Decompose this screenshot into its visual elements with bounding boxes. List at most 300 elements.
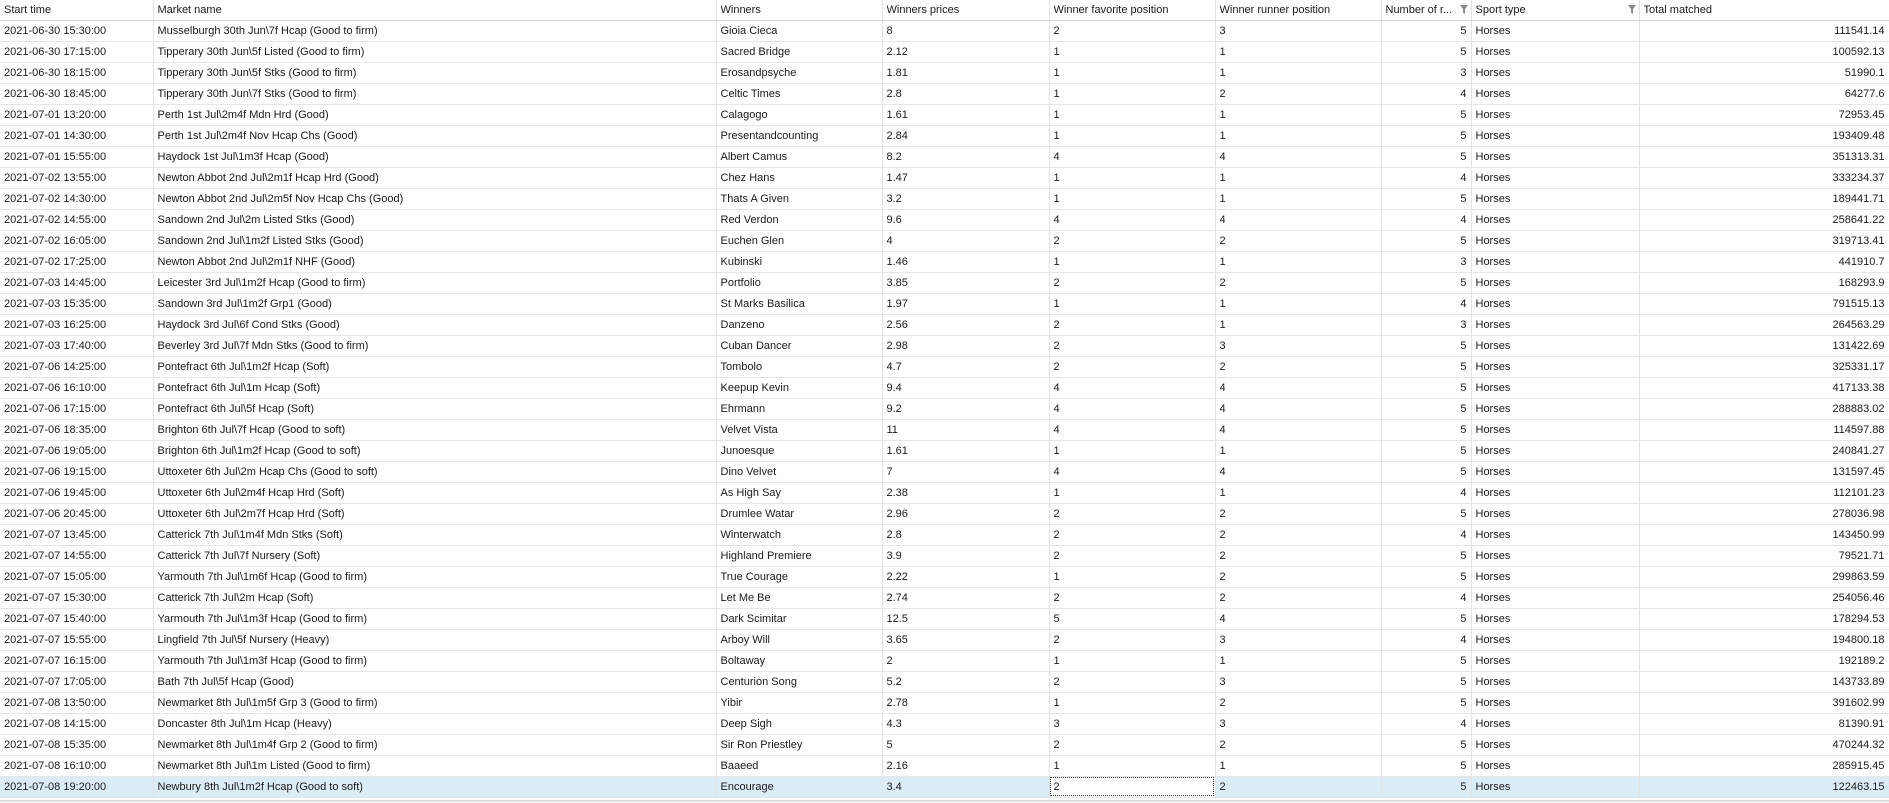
cell-number-of-runners[interactable]: 5: [1381, 188, 1471, 209]
column-header-winners-prices[interactable]: Winners prices: [882, 0, 1049, 20]
cell-sport-type[interactable]: Horses: [1471, 398, 1639, 419]
cell-winners[interactable]: Portfolio: [716, 272, 882, 293]
cell-winner-favorite-position[interactable]: 2: [1049, 734, 1215, 755]
cell-winner-favorite-position[interactable]: 4: [1049, 461, 1215, 482]
cell-winners-prices[interactable]: 3.65: [882, 629, 1049, 650]
table-row[interactable]: [0, 314, 1889, 335]
cell-winners-prices[interactable]: 4: [882, 230, 1049, 251]
cell-winner-favorite-position[interactable]: 2: [1049, 503, 1215, 524]
cell-winner-favorite-position[interactable]: 1: [1049, 482, 1215, 503]
cell-start-time[interactable]: 2021-07-01 14:30:00: [0, 125, 153, 146]
cell-market-name[interactable]: Tipperary 30th Jun\5f Stks (Good to firm): [153, 62, 716, 83]
cell-winners[interactable]: Centurion Song: [716, 671, 882, 692]
table-row[interactable]: [0, 650, 1889, 671]
cell-winners-prices[interactable]: 3.85: [882, 272, 1049, 293]
cell-market-name[interactable]: Pontefract 6th Jul\5f Hcap (Soft): [153, 398, 716, 419]
cell-winners[interactable]: Encourage: [716, 776, 882, 797]
cell-total-matched[interactable]: 285915.45: [1639, 755, 1889, 776]
cell-start-time[interactable]: 2021-07-03 14:45:00: [0, 272, 153, 293]
cell-winners-prices[interactable]: 1.61: [882, 104, 1049, 125]
cell-winner-runner-position[interactable]: 3: [1215, 671, 1381, 692]
cell-winner-runner-position[interactable]: 2: [1215, 734, 1381, 755]
cell-number-of-runners[interactable]: 4: [1381, 83, 1471, 104]
cell-winners[interactable]: Erosandpsyche: [716, 62, 882, 83]
cell-sport-type[interactable]: Horses: [1471, 41, 1639, 62]
cell-winner-runner-position[interactable]: 4: [1215, 419, 1381, 440]
cell-start-time[interactable]: 2021-07-07 15:05:00: [0, 566, 153, 587]
table-row[interactable]: [0, 230, 1889, 251]
cell-market-name[interactable]: Catterick 7th Jul\1m4f Mdn Stks (Soft): [153, 524, 716, 545]
cell-winner-runner-position[interactable]: 3: [1215, 20, 1381, 41]
cell-winners[interactable]: Chez Hans: [716, 167, 882, 188]
cell-sport-type[interactable]: Horses: [1471, 188, 1639, 209]
cell-sport-type[interactable]: Horses: [1471, 755, 1639, 776]
cell-winners[interactable]: Thats A Given: [716, 188, 882, 209]
cell-total-matched[interactable]: 417133.38: [1639, 377, 1889, 398]
cell-total-matched[interactable]: 299863.59: [1639, 566, 1889, 587]
cell-winners[interactable]: Red Verdon: [716, 209, 882, 230]
table-row[interactable]: [0, 461, 1889, 482]
cell-number-of-runners[interactable]: 3: [1381, 314, 1471, 335]
cell-winners-prices[interactable]: 9.4: [882, 377, 1049, 398]
cell-winner-favorite-position[interactable]: 1: [1049, 188, 1215, 209]
cell-winner-runner-position[interactable]: 1: [1215, 482, 1381, 503]
cell-winners-prices[interactable]: 2.98: [882, 335, 1049, 356]
cell-winner-favorite-position[interactable]: 4: [1049, 146, 1215, 167]
table-row[interactable]: [0, 41, 1889, 62]
cell-winner-favorite-position[interactable]: 2: [1049, 776, 1215, 797]
cell-winners[interactable]: Gioia Cieca: [716, 20, 882, 41]
table-row[interactable]: [0, 671, 1889, 692]
cell-sport-type[interactable]: Horses: [1471, 503, 1639, 524]
cell-start-time[interactable]: 2021-07-02 13:55:00: [0, 167, 153, 188]
cell-winners[interactable]: Highland Premiere: [716, 545, 882, 566]
cell-market-name[interactable]: Catterick 7th Jul\7f Nursery (Soft): [153, 545, 716, 566]
cell-sport-type[interactable]: Horses: [1471, 209, 1639, 230]
cell-sport-type[interactable]: Horses: [1471, 62, 1639, 83]
cell-number-of-runners[interactable]: 5: [1381, 377, 1471, 398]
cell-winner-runner-position[interactable]: 2: [1215, 524, 1381, 545]
cell-winner-favorite-position[interactable]: 2: [1049, 314, 1215, 335]
table-row[interactable]: [0, 335, 1889, 356]
cell-total-matched[interactable]: 111541.14: [1639, 20, 1889, 41]
table-row[interactable]: [0, 734, 1889, 755]
cell-sport-type[interactable]: Horses: [1471, 566, 1639, 587]
cell-winners-prices[interactable]: 2.38: [882, 482, 1049, 503]
column-header-winner-runner-position[interactable]: Winner runner position: [1215, 0, 1381, 20]
cell-total-matched[interactable]: 100592.13: [1639, 41, 1889, 62]
cell-number-of-runners[interactable]: 5: [1381, 125, 1471, 146]
cell-total-matched[interactable]: 178294.53: [1639, 608, 1889, 629]
cell-winners-prices[interactable]: 2.96: [882, 503, 1049, 524]
cell-number-of-runners[interactable]: 5: [1381, 41, 1471, 62]
cell-winners[interactable]: Dino Velvet: [716, 461, 882, 482]
cell-sport-type[interactable]: Horses: [1471, 251, 1639, 272]
cell-winner-favorite-position[interactable]: 1: [1049, 650, 1215, 671]
table-row[interactable]: [0, 62, 1889, 83]
cell-number-of-runners[interactable]: 5: [1381, 776, 1471, 797]
table-row[interactable]: [0, 188, 1889, 209]
cell-start-time[interactable]: 2021-07-03 16:25:00: [0, 314, 153, 335]
cell-winner-favorite-position[interactable]: 1: [1049, 125, 1215, 146]
cell-number-of-runners[interactable]: 4: [1381, 524, 1471, 545]
cell-start-time[interactable]: 2021-07-06 19:15:00: [0, 461, 153, 482]
cell-sport-type[interactable]: Horses: [1471, 272, 1639, 293]
cell-number-of-runners[interactable]: 5: [1381, 272, 1471, 293]
cell-winners[interactable]: St Marks Basilica: [716, 293, 882, 314]
cell-start-time[interactable]: 2021-06-30 18:45:00: [0, 83, 153, 104]
cell-number-of-runners[interactable]: 4: [1381, 167, 1471, 188]
cell-total-matched[interactable]: 64277.6: [1639, 83, 1889, 104]
cell-total-matched[interactable]: 168293.9: [1639, 272, 1889, 293]
table-row[interactable]: [0, 503, 1889, 524]
cell-sport-type[interactable]: Horses: [1471, 83, 1639, 104]
cell-winners[interactable]: Dark Scimitar: [716, 608, 882, 629]
cell-winner-favorite-position[interactable]: 4: [1049, 398, 1215, 419]
cell-start-time[interactable]: 2021-07-08 13:50:00: [0, 692, 153, 713]
cell-winner-runner-position[interactable]: 4: [1215, 608, 1381, 629]
cell-number-of-runners[interactable]: 5: [1381, 692, 1471, 713]
cell-start-time[interactable]: 2021-07-02 14:30:00: [0, 188, 153, 209]
cell-winners-prices[interactable]: 4.3: [882, 713, 1049, 734]
cell-start-time[interactable]: 2021-06-30 17:15:00: [0, 41, 153, 62]
cell-winners-prices[interactable]: 2.84: [882, 125, 1049, 146]
cell-sport-type[interactable]: Horses: [1471, 125, 1639, 146]
cell-winner-favorite-position[interactable]: 1: [1049, 83, 1215, 104]
cell-number-of-runners[interactable]: 5: [1381, 230, 1471, 251]
cell-total-matched[interactable]: 264563.29: [1639, 314, 1889, 335]
cell-market-name[interactable]: Newton Abbot 2nd Jul\2m1f NHF (Good): [153, 251, 716, 272]
cell-number-of-runners[interactable]: 5: [1381, 650, 1471, 671]
table-row[interactable]: [0, 713, 1889, 734]
cell-market-name[interactable]: Perth 1st Jul\2m4f Mdn Hrd (Good): [153, 104, 716, 125]
cell-start-time[interactable]: 2021-07-07 15:55:00: [0, 629, 153, 650]
cell-sport-type[interactable]: Horses: [1471, 524, 1639, 545]
cell-winners-prices[interactable]: 8.2: [882, 146, 1049, 167]
cell-number-of-runners[interactable]: 5: [1381, 398, 1471, 419]
cell-sport-type[interactable]: Horses: [1471, 146, 1639, 167]
cell-sport-type[interactable]: Horses: [1471, 440, 1639, 461]
table-row[interactable]: [0, 398, 1889, 419]
cell-start-time[interactable]: 2021-07-06 20:45:00: [0, 503, 153, 524]
cell-number-of-runners[interactable]: 4: [1381, 293, 1471, 314]
cell-winners-prices[interactable]: 5.2: [882, 671, 1049, 692]
table-row[interactable]: [0, 776, 1889, 797]
table-row[interactable]: [0, 587, 1889, 608]
filter-icon[interactable]: [1628, 5, 1636, 14]
cell-winner-favorite-position[interactable]: 1: [1049, 692, 1215, 713]
cell-winners[interactable]: Deep Sigh: [716, 713, 882, 734]
cell-winners-prices[interactable]: 2.8: [882, 524, 1049, 545]
cell-winner-favorite-position[interactable]: 4: [1049, 209, 1215, 230]
cell-market-name[interactable]: Newbury 8th Jul\1m2f Hcap (Good to soft): [153, 776, 716, 797]
cell-winner-runner-position[interactable]: 2: [1215, 356, 1381, 377]
cell-sport-type[interactable]: Horses: [1471, 314, 1639, 335]
cell-total-matched[interactable]: 288883.02: [1639, 398, 1889, 419]
cell-number-of-runners[interactable]: 4: [1381, 209, 1471, 230]
cell-winners-prices[interactable]: 1.47: [882, 167, 1049, 188]
cell-winner-runner-position[interactable]: 3: [1215, 713, 1381, 734]
cell-market-name[interactable]: Uttoxeter 6th Jul\2m7f Hcap Hrd (Soft): [153, 503, 716, 524]
cell-winner-favorite-position[interactable]: 1: [1049, 440, 1215, 461]
cell-total-matched[interactable]: 112101.23: [1639, 482, 1889, 503]
cell-start-time[interactable]: 2021-07-06 19:05:00: [0, 440, 153, 461]
cell-winners-prices[interactable]: 1.46: [882, 251, 1049, 272]
cell-sport-type[interactable]: Horses: [1471, 608, 1639, 629]
cell-winner-runner-position[interactable]: 1: [1215, 755, 1381, 776]
cell-total-matched[interactable]: 114597.88: [1639, 419, 1889, 440]
cell-winners[interactable]: Cuban Dancer: [716, 335, 882, 356]
cell-total-matched[interactable]: 143733.89: [1639, 671, 1889, 692]
cell-winners-prices[interactable]: 9.2: [882, 398, 1049, 419]
cell-sport-type[interactable]: Horses: [1471, 776, 1639, 797]
cell-winners[interactable]: Keepup Kevin: [716, 377, 882, 398]
cell-start-time[interactable]: 2021-07-06 19:45:00: [0, 482, 153, 503]
cell-winners-prices[interactable]: 1.61: [882, 440, 1049, 461]
cell-total-matched[interactable]: 193409.48: [1639, 125, 1889, 146]
cell-total-matched[interactable]: 143450.99: [1639, 524, 1889, 545]
cell-market-name[interactable]: Yarmouth 7th Jul\1m6f Hcap (Good to firm): [153, 566, 716, 587]
cell-number-of-runners[interactable]: 5: [1381, 608, 1471, 629]
table-row[interactable]: [0, 608, 1889, 629]
cell-winner-runner-position[interactable]: 4: [1215, 377, 1381, 398]
table-row[interactable]: [0, 20, 1889, 41]
cell-winners[interactable]: Danzeno: [716, 314, 882, 335]
cell-winner-runner-position[interactable]: 1: [1215, 167, 1381, 188]
cell-total-matched[interactable]: 79521.71: [1639, 545, 1889, 566]
cell-winner-favorite-position[interactable]: 2: [1049, 230, 1215, 251]
cell-winners-prices[interactable]: 3.9: [882, 545, 1049, 566]
cell-start-time[interactable]: 2021-07-07 16:15:00: [0, 650, 153, 671]
cell-market-name[interactable]: Musselburgh 30th Jun\7f Hcap (Good to firm): [153, 20, 716, 41]
cell-number-of-runners[interactable]: 3: [1381, 62, 1471, 83]
cell-total-matched[interactable]: 258641.22: [1639, 209, 1889, 230]
cell-winners[interactable]: True Courage: [716, 566, 882, 587]
cell-winners-prices[interactable]: 2.56: [882, 314, 1049, 335]
cell-total-matched[interactable]: 319713.41: [1639, 230, 1889, 251]
cell-sport-type[interactable]: Horses: [1471, 587, 1639, 608]
cell-winner-runner-position[interactable]: 1: [1215, 41, 1381, 62]
cell-number-of-runners[interactable]: 4: [1381, 587, 1471, 608]
cell-start-time[interactable]: 2021-07-07 17:05:00: [0, 671, 153, 692]
cell-winners[interactable]: Presentandcounting: [716, 125, 882, 146]
cell-winners[interactable]: Drumlee Watar: [716, 503, 882, 524]
cell-winners-prices[interactable]: 11: [882, 419, 1049, 440]
cell-winners-prices[interactable]: 5: [882, 734, 1049, 755]
cell-market-name[interactable]: Yarmouth 7th Jul\1m3f Hcap (Good to firm): [153, 608, 716, 629]
cell-start-time[interactable]: 2021-07-03 15:35:00: [0, 293, 153, 314]
cell-winner-runner-position[interactable]: 2: [1215, 587, 1381, 608]
cell-start-time[interactable]: 2021-06-30 18:15:00: [0, 62, 153, 83]
cell-total-matched[interactable]: 81390.91: [1639, 713, 1889, 734]
table-row[interactable]: [0, 251, 1889, 272]
table-row[interactable]: [0, 83, 1889, 104]
filter-icon[interactable]: [1460, 5, 1468, 14]
cell-number-of-runners[interactable]: 4: [1381, 629, 1471, 650]
cell-winners-prices[interactable]: 1.97: [882, 293, 1049, 314]
cell-market-name[interactable]: Sandown 2nd Jul\2m Listed Stks (Good): [153, 209, 716, 230]
cell-winners[interactable]: Celtic Times: [716, 83, 882, 104]
cell-winner-favorite-position[interactable]: 1: [1049, 293, 1215, 314]
cell-market-name[interactable]: Yarmouth 7th Jul\1m3f Hcap (Good to firm): [153, 650, 716, 671]
cell-sport-type[interactable]: Horses: [1471, 104, 1639, 125]
cell-market-name[interactable]: Newmarket 8th Jul\1m4f Grp 2 (Good to firm): [153, 734, 716, 755]
cell-market-name[interactable]: Doncaster 8th Jul\1m Hcap (Heavy): [153, 713, 716, 734]
column-header-market-name[interactable]: Market name: [153, 0, 716, 20]
cell-winner-favorite-position[interactable]: 1: [1049, 251, 1215, 272]
table-row[interactable]: [0, 692, 1889, 713]
cell-total-matched[interactable]: 189441.71: [1639, 188, 1889, 209]
cell-number-of-runners[interactable]: 5: [1381, 146, 1471, 167]
table-row[interactable]: [0, 440, 1889, 461]
cell-winners-prices[interactable]: 4.7: [882, 356, 1049, 377]
cell-sport-type[interactable]: Horses: [1471, 335, 1639, 356]
cell-start-time[interactable]: 2021-06-30 15:30:00: [0, 20, 153, 41]
cell-number-of-runners[interactable]: 5: [1381, 566, 1471, 587]
cell-winner-favorite-position[interactable]: 2: [1049, 671, 1215, 692]
cell-number-of-runners[interactable]: 5: [1381, 20, 1471, 41]
cell-start-time[interactable]: 2021-07-06 17:15:00: [0, 398, 153, 419]
cell-winner-runner-position[interactable]: 1: [1215, 104, 1381, 125]
cell-winner-runner-position[interactable]: 1: [1215, 62, 1381, 83]
cell-number-of-runners[interactable]: 5: [1381, 419, 1471, 440]
cell-winners[interactable]: Arboy Will: [716, 629, 882, 650]
table-row[interactable]: [0, 125, 1889, 146]
cell-winners[interactable]: Calagogo: [716, 104, 882, 125]
cell-start-time[interactable]: 2021-07-01 15:55:00: [0, 146, 153, 167]
cell-winner-runner-position[interactable]: 2: [1215, 230, 1381, 251]
cell-winner-favorite-position[interactable]: 2: [1049, 587, 1215, 608]
cell-market-name[interactable]: Perth 1st Jul\2m4f Nov Hcap Chs (Good): [153, 125, 716, 146]
cell-sport-type[interactable]: Horses: [1471, 419, 1639, 440]
cell-winner-runner-position[interactable]: 2: [1215, 272, 1381, 293]
cell-winners-prices[interactable]: 2.8: [882, 83, 1049, 104]
cell-number-of-runners[interactable]: 5: [1381, 545, 1471, 566]
cell-winner-favorite-position[interactable]: 1: [1049, 62, 1215, 83]
cell-start-time[interactable]: 2021-07-08 16:10:00: [0, 755, 153, 776]
cell-winner-runner-position[interactable]: 1: [1215, 440, 1381, 461]
cell-start-time[interactable]: 2021-07-08 19:20:00: [0, 776, 153, 797]
cell-sport-type[interactable]: Horses: [1471, 629, 1639, 650]
cell-market-name[interactable]: Newton Abbot 2nd Jul\2m5f Nov Hcap Chs (Good): [153, 188, 716, 209]
table-row[interactable]: [0, 209, 1889, 230]
cell-winner-runner-position[interactable]: 4: [1215, 398, 1381, 419]
cell-winners[interactable]: Euchen Glen: [716, 230, 882, 251]
cell-start-time[interactable]: 2021-07-02 16:05:00: [0, 230, 153, 251]
table-row[interactable]: [0, 755, 1889, 776]
cell-sport-type[interactable]: Horses: [1471, 713, 1639, 734]
cell-number-of-runners[interactable]: 5: [1381, 755, 1471, 776]
cell-winner-favorite-position[interactable]: 2: [1049, 20, 1215, 41]
cell-number-of-runners[interactable]: 5: [1381, 461, 1471, 482]
cell-winner-favorite-position[interactable]: 1: [1049, 104, 1215, 125]
cell-winners[interactable]: Junoesque: [716, 440, 882, 461]
cell-winners-prices[interactable]: 2.78: [882, 692, 1049, 713]
cell-total-matched[interactable]: 194800.18: [1639, 629, 1889, 650]
cell-market-name[interactable]: Brighton 6th Jul\7f Hcap (Good to soft): [153, 419, 716, 440]
cell-sport-type[interactable]: Horses: [1471, 167, 1639, 188]
cell-start-time[interactable]: 2021-07-06 16:10:00: [0, 377, 153, 398]
cell-winner-runner-position[interactable]: 4: [1215, 209, 1381, 230]
column-header-sport-type[interactable]: Sport type: [1471, 0, 1639, 20]
cell-market-name[interactable]: Newmarket 8th Jul\1m5f Grp 3 (Good to firm): [153, 692, 716, 713]
table-row[interactable]: [0, 104, 1889, 125]
table-row[interactable]: [0, 419, 1889, 440]
cell-total-matched[interactable]: 441910.7: [1639, 251, 1889, 272]
cell-winner-runner-position[interactable]: 2: [1215, 83, 1381, 104]
cell-market-name[interactable]: Newmarket 8th Jul\1m Listed (Good to firm): [153, 755, 716, 776]
cell-winner-runner-position[interactable]: 1: [1215, 650, 1381, 671]
cell-total-matched[interactable]: 122463.15: [1639, 776, 1889, 797]
cell-total-matched[interactable]: 51990.1: [1639, 62, 1889, 83]
cell-winner-favorite-position[interactable]: 2: [1049, 545, 1215, 566]
cell-winner-runner-position[interactable]: 3: [1215, 629, 1381, 650]
cell-number-of-runners[interactable]: 4: [1381, 713, 1471, 734]
cell-winners[interactable]: Velvet Vista: [716, 419, 882, 440]
cell-winner-runner-position[interactable]: 2: [1215, 545, 1381, 566]
cell-market-name[interactable]: Haydock 3rd Jul\6f Cond Stks (Good): [153, 314, 716, 335]
cell-winners[interactable]: Baaeed: [716, 755, 882, 776]
cell-market-name[interactable]: Brighton 6th Jul\1m2f Hcap (Good to soft): [153, 440, 716, 461]
cell-winner-runner-position[interactable]: 3: [1215, 335, 1381, 356]
table-row[interactable]: [0, 293, 1889, 314]
cell-number-of-runners[interactable]: 5: [1381, 104, 1471, 125]
cell-winner-favorite-position[interactable]: 2: [1049, 629, 1215, 650]
cell-total-matched[interactable]: 72953.45: [1639, 104, 1889, 125]
cell-start-time[interactable]: 2021-07-01 13:20:00: [0, 104, 153, 125]
cell-winners-prices[interactable]: 2.16: [882, 755, 1049, 776]
cell-start-time[interactable]: 2021-07-02 17:25:00: [0, 251, 153, 272]
cell-winners-prices[interactable]: 1.81: [882, 62, 1049, 83]
cell-winner-favorite-position[interactable]: 1: [1049, 41, 1215, 62]
cell-winner-favorite-position[interactable]: 2: [1049, 524, 1215, 545]
cell-winner-runner-position[interactable]: 2: [1215, 692, 1381, 713]
cell-market-name[interactable]: Sandown 2nd Jul\1m2f Listed Stks (Good): [153, 230, 716, 251]
cell-number-of-runners[interactable]: 5: [1381, 734, 1471, 755]
cell-winner-runner-position[interactable]: 1: [1215, 314, 1381, 335]
cell-sport-type[interactable]: Horses: [1471, 461, 1639, 482]
cell-winners-prices[interactable]: 9.6: [882, 209, 1049, 230]
cell-winner-runner-position[interactable]: 1: [1215, 188, 1381, 209]
cell-start-time[interactable]: 2021-07-07 14:55:00: [0, 545, 153, 566]
cell-start-time[interactable]: 2021-07-06 18:35:00: [0, 419, 153, 440]
cell-winner-favorite-position[interactable]: 4: [1049, 419, 1215, 440]
table-row[interactable]: [0, 482, 1889, 503]
column-header-winner-favorite-position[interactable]: Winner favorite position: [1049, 0, 1215, 20]
column-header-start-time[interactable]: Start time: [0, 0, 153, 20]
cell-winners-prices[interactable]: 2: [882, 650, 1049, 671]
cell-market-name[interactable]: Haydock 1st Jul\1m3f Hcap (Good): [153, 146, 716, 167]
table-row[interactable]: [0, 167, 1889, 188]
cell-winner-favorite-position[interactable]: 2: [1049, 272, 1215, 293]
cell-winners[interactable]: Sacred Bridge: [716, 41, 882, 62]
cell-winners[interactable]: Boltaway: [716, 650, 882, 671]
cell-total-matched[interactable]: 325331.17: [1639, 356, 1889, 377]
cell-sport-type[interactable]: Horses: [1471, 545, 1639, 566]
cell-winner-favorite-position[interactable]: 1: [1049, 566, 1215, 587]
cell-sport-type[interactable]: Horses: [1471, 650, 1639, 671]
cell-winner-favorite-position[interactable]: 5: [1049, 608, 1215, 629]
column-header-number-of-runners[interactable]: Number of r...: [1381, 0, 1471, 20]
cell-winners[interactable]: As High Say: [716, 482, 882, 503]
cell-sport-type[interactable]: Horses: [1471, 20, 1639, 41]
cell-winner-favorite-position[interactable]: 1: [1049, 167, 1215, 188]
cell-number-of-runners[interactable]: 3: [1381, 251, 1471, 272]
cell-winner-favorite-position[interactable]: 1: [1049, 755, 1215, 776]
cell-market-name[interactable]: Tipperary 30th Jun\5f Listed (Good to firm): [153, 41, 716, 62]
cell-total-matched[interactable]: 131422.69: [1639, 335, 1889, 356]
column-header-winners[interactable]: Winners: [716, 0, 882, 20]
